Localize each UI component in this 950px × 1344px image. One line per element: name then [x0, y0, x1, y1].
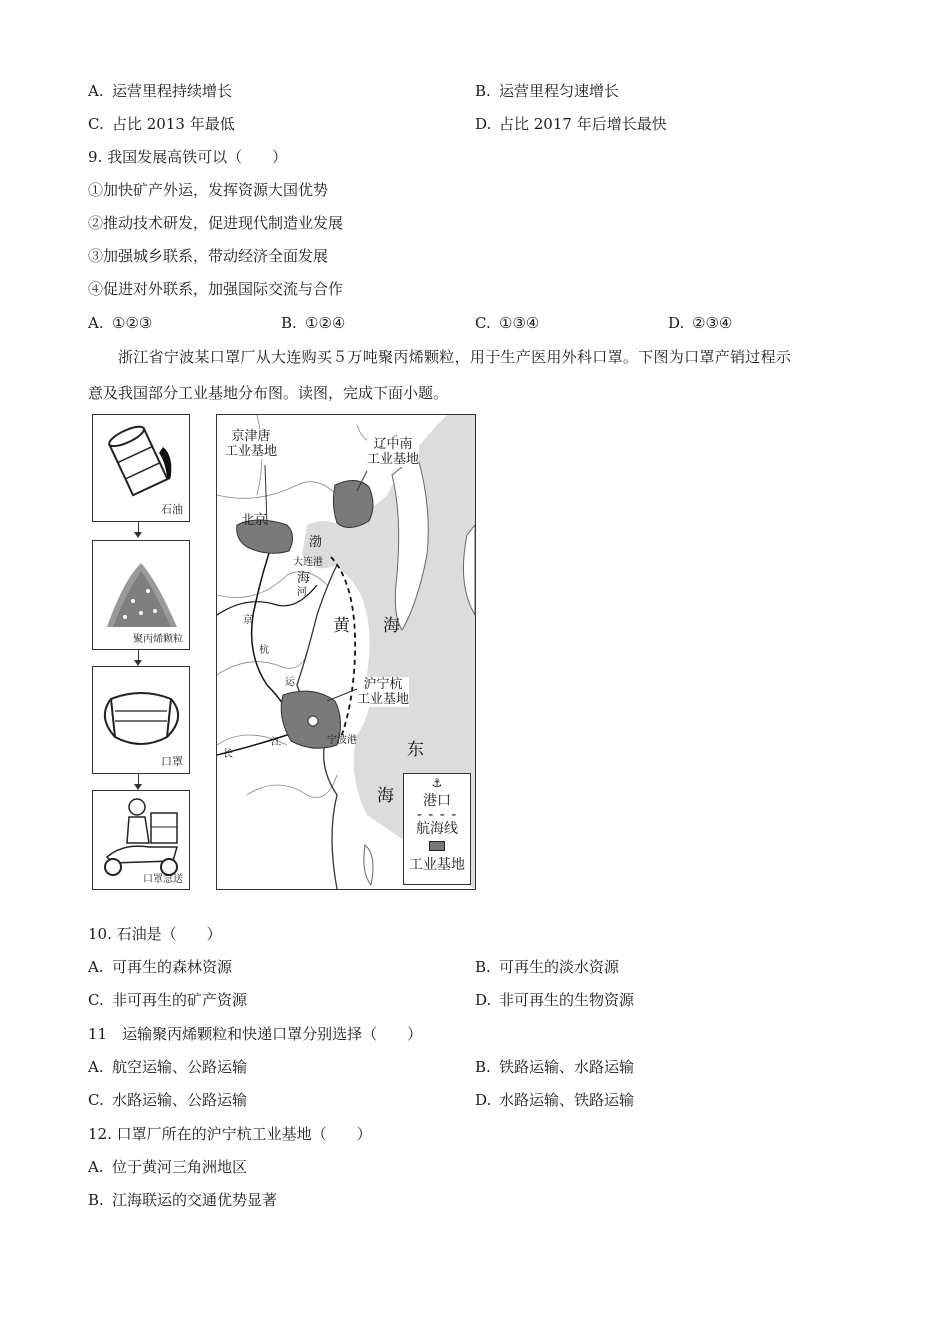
q9-item-2: ②推动技术研发，促进现代制造业发展 [88, 214, 344, 232]
q10-option-d: D. 非可再生的生物资源 [475, 991, 635, 1009]
label-river-1: 长 [223, 749, 233, 760]
q11-stem: 11 运输聚丙烯颗粒和快递口罩分别选择（ ） [88, 1025, 423, 1043]
q8-option-c: C. 占比 2013 年最低 [88, 115, 235, 133]
label-east-sea-1: 东 [407, 740, 424, 760]
label-hnh-base: 沪宁杭 工业基地 [357, 677, 410, 707]
q9-option-a: A. ①②③ [88, 314, 153, 332]
q9-option-c: C. ①③④ [475, 314, 540, 332]
flow-arrow [138, 650, 139, 662]
industrial-base-map [216, 414, 476, 890]
q10-option-b: B. 可再生的淡水资源 [475, 958, 620, 976]
q11-option-b: B. 铁路运输、水路运输 [475, 1058, 635, 1076]
q10-option-c: C. 非可再生的矿产资源 [88, 991, 248, 1009]
label-canal-3: 运 [285, 677, 295, 688]
label-yellow-sea-1: 黄 [333, 616, 350, 636]
label-canal-1: 京 [243, 615, 253, 626]
label-yellow-sea-2: 海 [383, 616, 400, 636]
map-legend [403, 773, 471, 885]
q9-option-d: D. ②③④ [668, 314, 733, 332]
label-jjt-base: 京津唐 工业基地 [225, 429, 278, 459]
label-bohai-1: 渤 [309, 535, 323, 550]
flow-label-mask: 口罩 [161, 755, 183, 768]
q9-stem: 9. 我国发展高铁可以（ ） [88, 148, 288, 166]
label-ningbo-port: 宁波港 [327, 735, 357, 746]
q11-option-a: A. 航空运输、公路运输 [88, 1058, 248, 1076]
q9-item-3: ③加强城乡联系，带动经济全面发展 [88, 247, 329, 265]
flow-label-oil: 石油 [161, 503, 183, 516]
dash-line-icon: - - - - [416, 807, 458, 823]
q9-option-b: B. ①②④ [281, 314, 346, 332]
flow-box-mask [92, 666, 190, 774]
label-river-2: 江 [271, 737, 281, 748]
q12-stem: 12. 口罩厂所在的沪宁杭工业基地（ ） [88, 1125, 372, 1143]
q9-item-1: ①加快矿产外运，发挥资源大国优势 [88, 181, 329, 199]
label-east-sea-2: 海 [377, 786, 394, 806]
passage-line-2: 意及我国部分工业基地分布图。读图，完成下面小题。 [88, 384, 449, 402]
label-canal-2: 杭 [259, 645, 269, 656]
anchor-icon: ⚓ [431, 776, 443, 790]
legend-base: 工业基地 [409, 857, 465, 873]
flow-box-granules [92, 540, 190, 650]
q8-option-a: A. 运营里程持续增长 [88, 82, 233, 100]
q11-option-d: D. 水路运输、铁路运输 [475, 1091, 635, 1109]
flow-arrow [138, 522, 139, 534]
label-bohai-2: 海 [297, 571, 311, 586]
label-lzn-base: 辽中南 工业基地 [367, 437, 420, 467]
passage-line-1: 浙江省宁波某口罩厂从大连购买５万吨聚丙烯颗粒，用于生产医用外科口罩。下图为口罩产销过程示 [118, 348, 792, 366]
q8-option-b: B. 运营里程匀速增长 [475, 82, 620, 100]
q9-item-4: ④促进对外联系，加强国际交流与合作 [88, 280, 344, 298]
flow-arrow [138, 774, 139, 786]
q11-option-c: C. 水路运输、公路运输 [88, 1091, 248, 1109]
label-dalian-port: 大连港 [293, 557, 323, 568]
hatch-box-icon [404, 838, 470, 856]
q12-option-a: A. 位于黄河三角洲地区 [88, 1158, 248, 1176]
q10-option-a: A. 可再生的森林资源 [88, 958, 233, 976]
label-canal-4: 河 [297, 587, 307, 598]
legend-port: 港口 [423, 793, 451, 809]
q12-option-b: B. 江海联运的交通优势显著 [88, 1191, 278, 1209]
flow-box-delivery [92, 790, 190, 890]
label-beijing: 北京 [241, 513, 268, 528]
q8-option-d: D. 占比 2017 年后增长最快 [475, 115, 667, 133]
flow-box-oil [92, 414, 190, 522]
q10-stem: 10. 石油是（ ） [88, 925, 222, 943]
legend-route: 航海线 [416, 821, 458, 837]
mask-production-figure [88, 412, 478, 892]
flow-label-delivery: 口罩急送 [143, 874, 183, 885]
flow-label-granules: 聚丙烯颗粒 [133, 634, 183, 645]
